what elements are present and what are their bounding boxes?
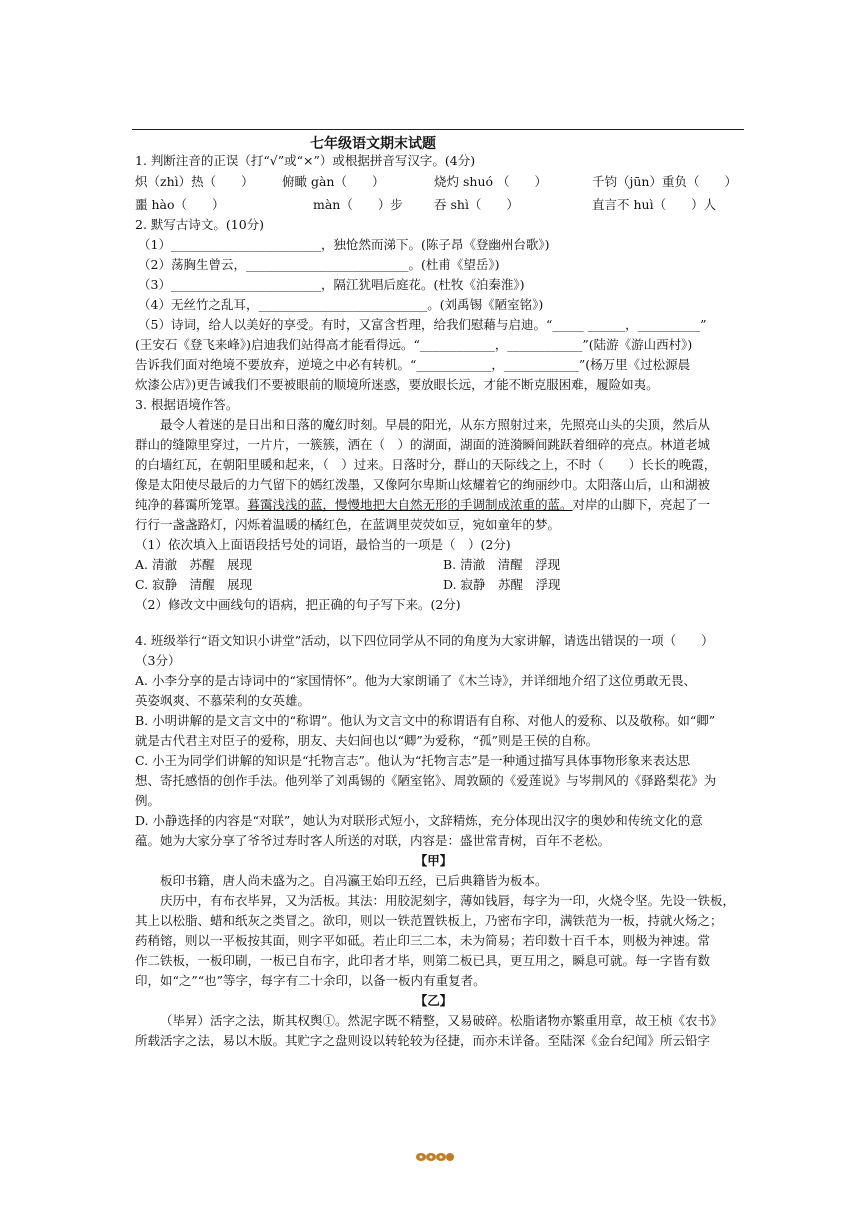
q1-item: 吞 shì（ ）: [434, 197, 519, 212]
passage-yi-line: 所载活字之法，易以木版。其贮字之盘则设以转轮较为径捷，而亦未详备。至陆深《金台纪闻》所云铅字: [135, 1033, 711, 1048]
q2-stem: 2. 默写古诗文。(10分): [135, 217, 265, 232]
q3-para-text: 对岸的山脚下，亮起了一: [572, 497, 711, 512]
q3-para: 群山的缝隙里穿过，一片片，一簇簇，洒在（ ）的湖面，湖面的涟漪瞬间跳跃着细碎的亮点。林道老城: [135, 437, 711, 452]
q4-option-b: 就是古代君主对臣子的爱称，朋友、夫妇间也以“卿”为爱称，“孤”则是王侯的自称。: [135, 733, 599, 748]
passage-jia-line: 作二铁板，一板印刷，一板已自布字，此印者才毕，则第二板已具，更互用之，瞬息可就。每一字皆有数: [135, 953, 711, 968]
q2-line: (王安石《登飞来峰》)启迪我们站得高才能看得远。“____________，____________”(陆游《游山西村》): [135, 337, 693, 352]
q3-para: 最令人着迷的是日出和日落的魔幻时刻。早晨的阳光，从东方照射过来，先照亮山头的尖顶，然后从: [160, 417, 711, 432]
q2-line: （5）诗词，给人以美好的享受。有时，又富含哲理，给我们慰藉与启迪。“_____ ______，__________”: [138, 317, 707, 332]
q4-score: （3分）: [135, 653, 181, 668]
underlined-sentence: 暮霭浅浅的蓝，慢慢地把大自然无形的手调制成浓重的蓝。: [247, 497, 573, 512]
q1-item: 烧灼 shuó （ ）: [434, 174, 547, 189]
q2-line: 告诉我们面对绝境不要放弃，逆境之中必有转机。“____________，____________”(杨万里《过松源晨: [135, 357, 691, 372]
q4-option-a: 英姿飒爽、不慕荣利的女英雄。: [135, 693, 311, 708]
passage-yi-line: （毕昇）活字之法，斯其权舆①。然泥字既不精整，又易破碎。松脂诸物亦繁重用章，故王桢《农书》: [160, 1013, 723, 1028]
q3-para: [135, 496, 710, 514]
option-a: A. 清澈 苏醒 展现: [135, 557, 252, 572]
option-b: B. 清澈 清醒 浮现: [443, 557, 561, 572]
q1-item: 炽（zhì）热（ ）: [135, 174, 254, 189]
passage-jia-line: 药稍镕，则以一平板按其面，则字平如砥。若止印三二本，未为简易；若印数十百千本，则极为神速。常: [135, 933, 711, 948]
q4-option-c: C. 小王为同学们讲解的知识是“托物言志”。他认为“托物言志”是一种通过描写具体事物形象来表达思: [135, 753, 691, 768]
q2-line: （3）________________________，隔江犹唱后庭花。(杜牧《泊秦淮》): [138, 277, 525, 292]
q1-item: màn（ ）步: [313, 197, 403, 212]
q3-para-text: 纯净的暮霭所笼罩。: [135, 497, 248, 512]
q3-stem: 3. 根据语境作答。: [135, 397, 239, 412]
passage-jia-line: 庆历中，有布衣毕昇，又为活板。其法：用胶泥刻字，薄如钱唇，每字为一印，火烧令坚。先设一铁板，: [160, 893, 736, 908]
q4-option-a: A. 小李分享的是古诗词中的“家国情怀”。他为大家朗诵了《木兰诗》，并详细地介绍了这位勇敢无畏、: [135, 673, 697, 688]
q1-item: 噩 hào（ ）: [135, 197, 225, 212]
q4-option-c: 想、寄托感悟的创作手法。他列举了刘禹锡的《陋室铭》、周敦颐的《爱莲说》与岑荆风的《驿路梨花》为: [135, 773, 717, 788]
q2-line: （4）无丝竹之乱耳，___________________________。(刘禹锡《陋室铭》): [138, 297, 544, 312]
q2-line: 炊漆公店》)更告诫我们不要被眼前的顺境所迷惑，要放眼长远，才能不断克服困难，履险如夷。: [135, 377, 659, 392]
passage-jia-line: 其上以松脂、蜡和纸灰之类冒之。欲印，则以一铁范置铁板上，乃密布字印，满铁范为一板，持就火炀之；: [135, 913, 723, 928]
flower-ornament-icon: [415, 1151, 455, 1163]
option-d: D. 寂静 苏醒 浮现: [443, 577, 561, 592]
q1-item: 俯瞰 gàn（ ）: [282, 174, 385, 189]
q4-stem: 4. 班级举行“语文知识小讲堂”活动，以下四位同学从不同的角度为大家讲解，请选出错误的一项（ ）: [135, 633, 714, 648]
q1-item: 直言不 huì（ ）人: [592, 197, 717, 212]
q4-option-b: B. 小明讲解的是文言文中的“称谓”。他认为文言文中的称谓语有自称、对他人的爱称、以及敬称。如“卿”: [135, 713, 716, 728]
passage-jia-line: 印，如“之”“也”等字，每字有二十余印，以备一板内有重复者。: [135, 973, 486, 988]
q3-para: 的白墙红瓦，在朝阳里暖和起来，（ ）过来。日落时分，群山的天际线之上，不时（ ）长长的晚霞，: [135, 457, 717, 472]
passage-yi-heading: 【乙】: [414, 993, 453, 1008]
q1-stem: 1. 判断注音的正误（打“√”或“×”）或根据拼音写汉字。(4分): [135, 153, 476, 168]
q4-option-d: D. 小静选择的内容是“对联”，她认为对联形式短小，文辞精炼，充分体现出汉字的奥妙和传统文化的意: [135, 813, 703, 828]
q3-para: 像是太阳使尽最后的力气留下的嫣红泼墨，又像阿尔卑斯山炫耀着它的绚丽纱巾。太阳落山后，山和湖被: [135, 477, 711, 492]
passage-jia-line: 板印书籍，唐人尚未盛为之。自冯瀛王始印五经，已后典籍皆为板本。: [160, 873, 548, 888]
q1-item: 千钧（jūn）重负（ ）: [592, 174, 737, 189]
option-c: C. 寂静 清醒 展现: [135, 577, 253, 592]
top-rule: [132, 129, 744, 130]
q4-option-d: 蕴。她为大家分享了爷爷过寿时客人所送的对联，内容是：盛世常青树，百年不老松。: [135, 833, 611, 848]
passage-jia-heading: 【甲】: [414, 853, 453, 868]
q2-line: （1）________________________，独怆然而涕下。(陈子昂《登幽州台歌》): [138, 237, 550, 252]
q2-line: （2）荡胸生曾云，__________________________。(杜甫《望岳》): [138, 257, 500, 272]
q3-sub1: （1）依次填入上面语段括号处的词语，最恰当的一项是（ ）(2分): [135, 537, 511, 552]
q3-sub2: （2）修改文中画线句的语病，把正确的句子写下来。(2分): [135, 597, 461, 612]
q4-option-c: 例。: [135, 793, 161, 808]
q3-para: 行行一盏盏路灯，闪烁着温暖的橘红色，在蓝调里荧荧如豆，宛如童年的梦。: [135, 517, 561, 532]
page-title: 七年级语文期末试题: [310, 136, 436, 152]
